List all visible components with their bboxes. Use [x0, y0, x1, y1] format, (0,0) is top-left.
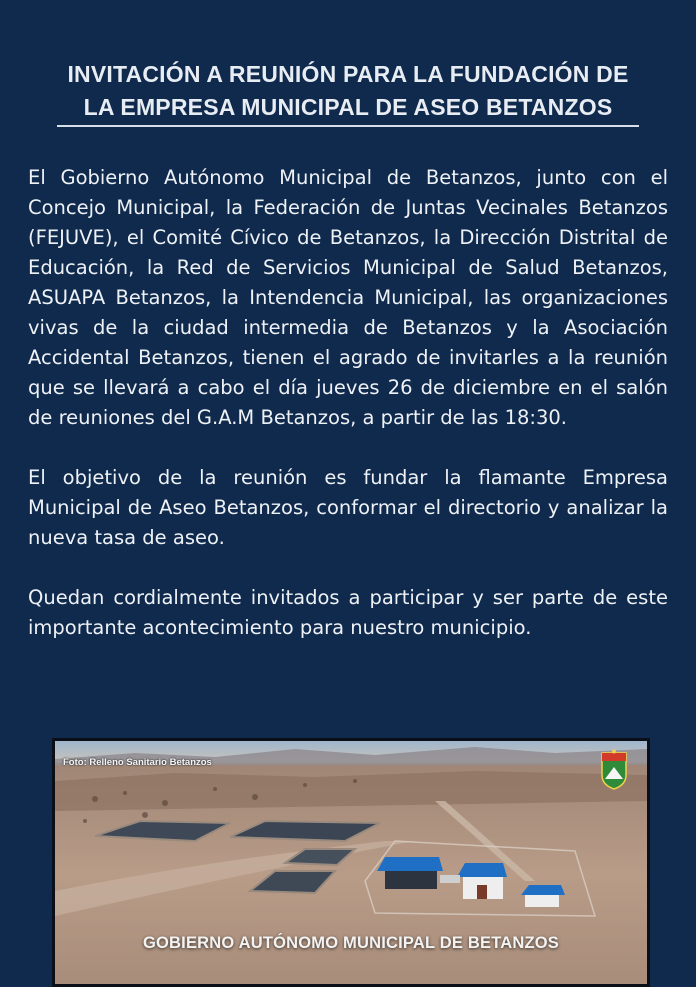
photo-footer: GOBIERNO AUTÓNOMO MUNICIPAL DE BETANZOS — [142, 934, 560, 952]
paragraph-invitation: El Gobierno Autónomo Municipal de Betanzos, junto con el Concejo Municipal, la Federación de Juntas Vecinales Betanzos (FEJUVE), el Comité Cívico de Betanzos, la Dirección Distrital de Educación, la Red de Servicios Municipal de Salud Betanzos, ASUAPA Betanzos, la Intendencia Municipal, las organizaciones vivas de la ciudad intermedia de Betanzos y la Asociación Accidental Betanzos, tienen el agrado de invitarles a la reunión que se llevará a cabo el día jueves 26 de diciembre en el salón de reuniones del G.A.M Betanzos, a partir de las 18:30. — [28, 166, 668, 429]
page-title — [0, 58, 696, 124]
title-line-1: INVITACIÓN A REUNIÓN PARA LA FUNDACIÓN DE — [67, 61, 629, 87]
title-underline — [57, 125, 639, 127]
invitation-body — [28, 163, 668, 643]
landfill-photo — [52, 738, 650, 987]
title-line-2: LA EMPRESA MUNICIPAL DE ASEO BETANZOS — [83, 94, 613, 120]
paragraph-closing: Quedan cordialmente invitados a participar y ser parte de este importante acontecimiento para nuestro municipio. — [28, 586, 668, 639]
photo-caption: Foto: Relleno Sanitario Betanzos — [63, 757, 212, 768]
municipal-crest-icon — [599, 749, 629, 791]
paragraph-objective: El objetivo de la reunión es fundar la flamante Empresa Municipal de Aseo Betanzos, conformar el directorio y analizar la nueva tasa de aseo. — [28, 466, 668, 549]
